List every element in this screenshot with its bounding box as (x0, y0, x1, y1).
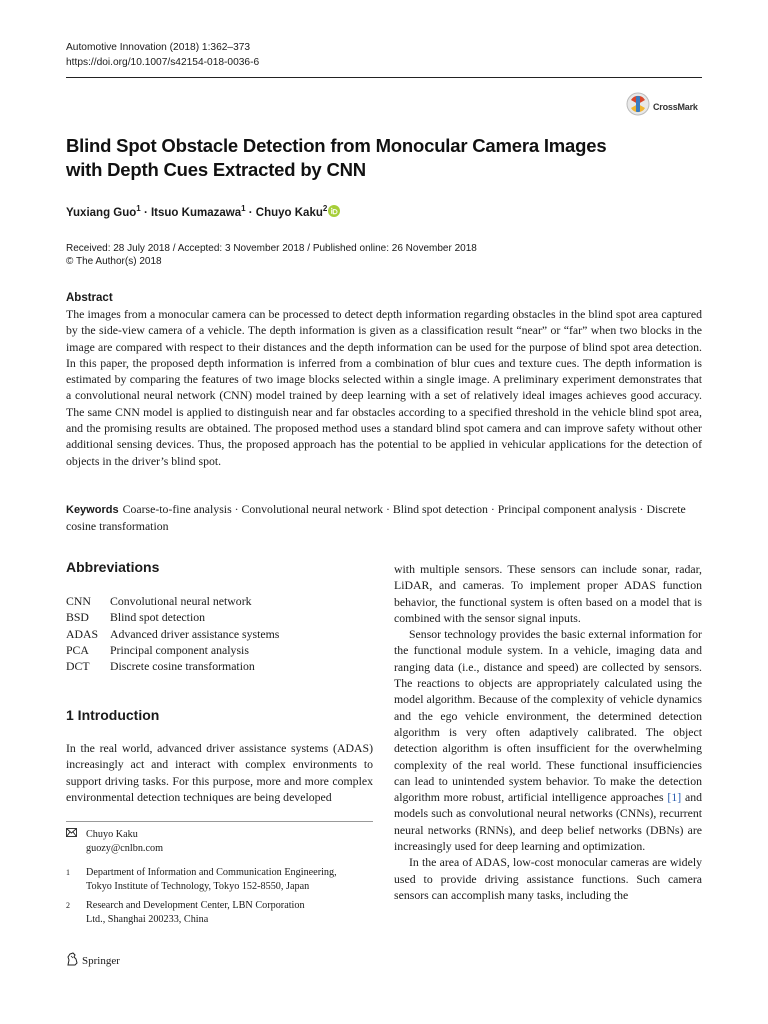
abbreviations-heading: Abbreviations (66, 559, 160, 575)
abstract-text: The images from a monocular camera can be processed to detect depth information regarding obstacles in the blind spot area captured by the side-view camera of a vehicle. The depth information is given as a classification result “near” or “far” when two blocks in the image are compared with respect to their distances and the depth information can be used for the purpose of blind spot area detection. In this paper, the proposed depth information is inferred from a combination of blur cues and texture cues. The depth information is estimated by comparing the features of two image blocks selected within a single image. A preliminary experiment demonstrates that a convolutional neural network (CNN) model trained by deep learning with a set of relatively ideal images achieves good accuracy. The same CNN model is applied to distinguish near and far obstacles according to a specified threshold in the vehicle blind spot area, and the promising results are obtained. The proposed method uses a standard blind spot camera and can improve safety without other additional sensing devices. Thus, the proposed approach has the potential to be applied in vehicular applications for the detection of objects in the driver’s blind spot. (66, 307, 702, 468)
keywords-label: Keywords (66, 504, 119, 516)
abbreviation-expansion: Advanced driver assistance systems (110, 626, 280, 641)
running-header (66, 40, 259, 70)
affiliation-1 (66, 866, 337, 893)
paragraph-text: Sensor technology provides the basic external information for the functional module system. In a vehicle, imaging data and ranging data (i.e., distance and speed) are collected by sensors. The reactions to objects are appropriately calculated using the model algorithm. Because of the complexity of vehicle dynamics and the ego vehicle environment, the determined detection algorithm is very often adaptively calibrated. The object detection algorithm is often insufficient for the overwhelming complexity of the real world. These functional insufficiencies can lead to unintended system behavior. To make the detection algorithm more robust, artificial intelligence approaches (394, 627, 702, 805)
orcid-icon[interactable] (328, 205, 340, 220)
abbreviation-expansion: Convolutional neural network (110, 594, 252, 608)
corresponding-author (66, 828, 163, 855)
abbreviation-key: ADAS (66, 626, 99, 641)
affiliation-line: Ltd., Shanghai 200233, China (86, 913, 209, 925)
contact-name: Chuyo Kaku (86, 829, 138, 840)
publisher-name: Springer (82, 954, 120, 967)
abbreviation-row (66, 658, 279, 674)
affiliation-number: 1 (66, 868, 70, 877)
introduction-text-right (394, 561, 702, 903)
author-list (66, 204, 340, 220)
contact-email[interactable]: guozy@cnlbn.com (86, 842, 163, 854)
affiliation-line: Research and Development Center, LBN Corporation (86, 900, 305, 911)
publisher-logo (66, 952, 120, 969)
doi-link[interactable]: https://doi.org/10.1007/s42154-018-0036-6 (66, 57, 260, 68)
author-affiliation-mark: 1 (241, 204, 246, 213)
paragraph-text: and models such as convolutional neural networks (CNNs), recurrent neural networks (RNNs), and deep belief networks (DBNs) are increasingly used for deep learning and optimization. (394, 790, 703, 854)
paragraph (394, 626, 702, 854)
paper-title (66, 134, 666, 182)
crossmark-label: CrossMark (653, 101, 698, 112)
crossmark-icon (626, 92, 650, 121)
springer-horse-icon (66, 952, 79, 969)
abbreviation-row (66, 609, 279, 625)
header-divider (66, 77, 702, 78)
abbreviation-expansion: Principal component analysis (110, 642, 249, 657)
journal-citation: Automotive Innovation (2018) 1:362–373 (66, 42, 251, 53)
paper-title-line-2: with Depth Cues Extracted by CNN (66, 159, 366, 180)
affiliation-number: 2 (66, 901, 70, 910)
introduction-heading: 1 Introduction (66, 707, 160, 723)
envelope-icon (66, 828, 86, 842)
abbreviation-row (66, 642, 279, 658)
abbreviations-list (66, 593, 279, 674)
publication-dates (66, 242, 477, 268)
keywords-text: Coarse-to-fine analysis · Convolutional neural network · Blind spot detection · Principal component analysis · Discrete cosine transformation (66, 502, 686, 534)
author-affiliation-mark: 1 (136, 204, 141, 213)
affiliation-line: Department of Information and Communication Engineering, (86, 867, 337, 878)
history-dates: Received: 28 July 2018 / Accepted: 3 November 2018 / Published online: 26 November 2018 (66, 243, 477, 254)
author-name[interactable]: Chuyo Kaku (255, 206, 323, 219)
author-affiliation-mark: 2 (322, 204, 328, 213)
paper-title-line-1: Blind Spot Obstacle Detection from Monocular Camera Images (66, 135, 607, 156)
abbreviation-key: PCA (66, 642, 89, 657)
author-name[interactable]: Yuxiang Guo (66, 206, 137, 219)
author-name[interactable]: Itsuo Kumazawa (150, 206, 242, 219)
abbreviation-expansion: Discrete cosine transformation (110, 659, 255, 674)
paragraph: In the area of ADAS, low-cost monocular cameras are widely used to provide driving assistance functions. Such camera sensors can accomplish many tasks, including the (394, 855, 702, 902)
abbreviation-row (66, 593, 279, 609)
copyright-notice: © The Author(s) 2018 (66, 256, 162, 267)
abbreviation-row (66, 626, 279, 642)
author-separator: · (140, 206, 151, 219)
citation-link[interactable]: [1] (667, 790, 682, 805)
abbreviation-key: BSD (66, 610, 89, 625)
crossmark-badge[interactable] (626, 92, 698, 121)
affiliation-2 (66, 899, 305, 926)
footnote-divider (66, 821, 373, 822)
affiliation-line: Tokyo Institute of Technology, Tokyo 152-8550, Japan (86, 880, 310, 892)
paragraph: with multiple sensors. These sensors can include sonar, radar, LiDAR, and cameras. To implement proper ADAS function behavior, the functional system is often based on a model that is combined with the sensor signal inputs. (394, 562, 702, 625)
keywords (66, 501, 706, 535)
author-separator: · (245, 206, 256, 219)
introduction-text-left: In the real world, advanced driver assistance systems (ADAS) increasingly act and interact with complex environments to support driving tasks. For this purpose, more and more complex environmental detection techniques are being developed (66, 741, 373, 804)
abbreviation-expansion: Blind spot detection (110, 610, 206, 625)
abbreviation-key: CNN (66, 594, 91, 608)
abbreviation-key: DCT (66, 659, 90, 674)
abstract-heading: Abstract (66, 292, 113, 304)
